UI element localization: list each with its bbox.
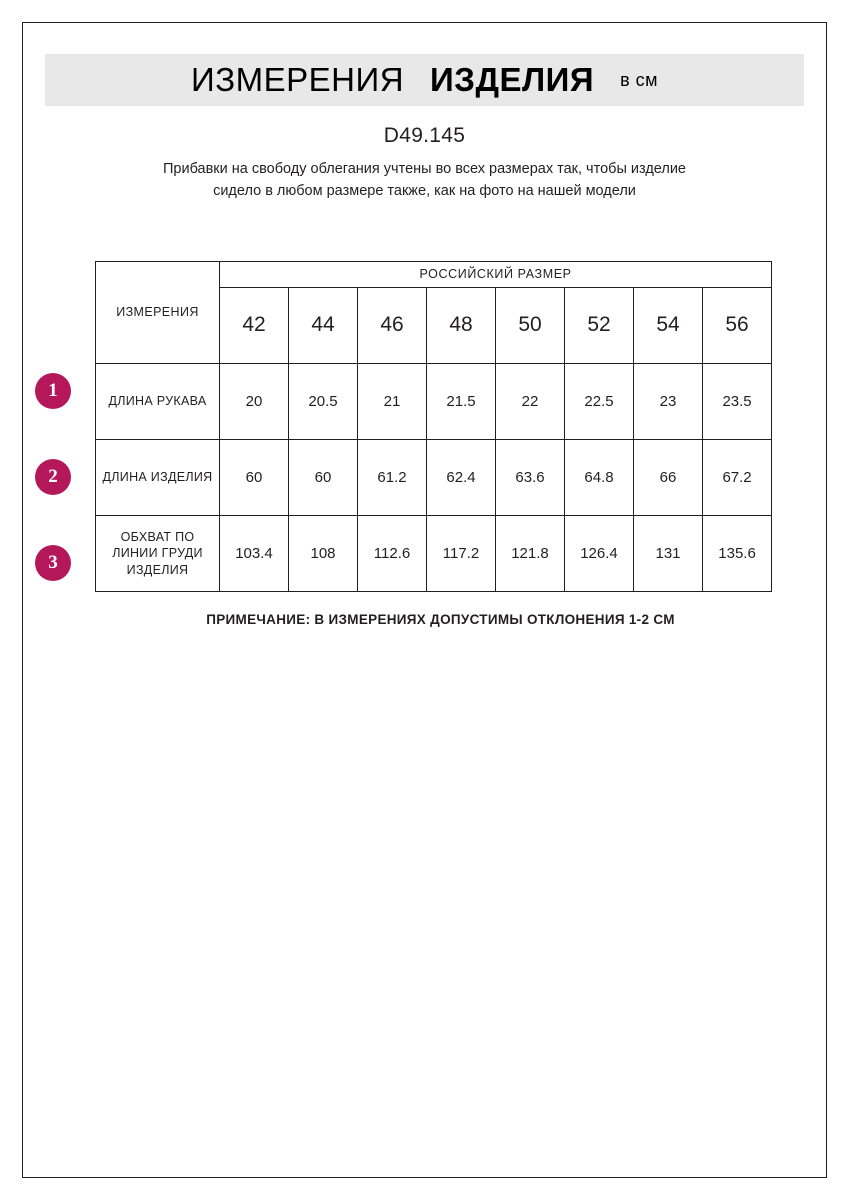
cell-length-50: 63.6 — [496, 439, 565, 515]
document-content — [23, 23, 826, 627]
size-header-54: 54 — [634, 287, 703, 363]
cell-chest-44: 108 — [289, 515, 358, 591]
step-badge-1: 1 — [35, 373, 71, 409]
measurements-header-cell: ИЗМЕРЕНИЯ — [96, 261, 220, 363]
cell-chest-42: 103.4 — [220, 515, 289, 591]
size-header-42: 42 — [220, 287, 289, 363]
page-frame — [22, 22, 827, 1178]
cell-length-46: 61.2 — [358, 439, 427, 515]
step-badge-3: 3 — [35, 545, 71, 581]
cell-sleeve-48: 21.5 — [427, 363, 496, 439]
row-label-product-length: ДЛИНА ИЗДЕЛИЯ — [96, 439, 220, 515]
row-label-chest-girth: ОБХВАТ ПО ЛИНИИ ГРУДИ ИЗДЕЛИЯ — [96, 515, 220, 591]
table-row — [96, 515, 772, 591]
row-label-sleeve-length: ДЛИНА РУКАВА — [96, 363, 220, 439]
size-header-50: 50 — [496, 287, 565, 363]
size-header-46: 46 — [358, 287, 427, 363]
note-text: ПРИМЕЧАНИЕ: В ИЗМЕРЕНИЯХ ДОПУСТИМЫ ОТКЛОНЕНИЯ 1-2 СМ — [206, 611, 675, 627]
size-header-52: 52 — [565, 287, 634, 363]
cell-chest-52: 126.4 — [565, 515, 634, 591]
header-title-product: ИЗДЕЛИЯ — [430, 61, 595, 98]
size-table-wrapper — [23, 261, 826, 627]
cell-sleeve-46: 21 — [358, 363, 427, 439]
cell-length-48: 62.4 — [427, 439, 496, 515]
cell-chest-50: 121.8 — [496, 515, 565, 591]
header-title-measurements: ИЗМЕРЕНИЯ — [190, 61, 405, 98]
size-table — [95, 261, 772, 592]
cell-sleeve-42: 20 — [220, 363, 289, 439]
cell-sleeve-56: 23.5 — [703, 363, 772, 439]
cell-length-56: 67.2 — [703, 439, 772, 515]
cell-length-44: 60 — [289, 439, 358, 515]
cell-length-52: 64.8 — [565, 439, 634, 515]
step-badge-2: 2 — [35, 459, 71, 495]
cell-sleeve-44: 20.5 — [289, 363, 358, 439]
cell-length-54: 66 — [634, 439, 703, 515]
cell-sleeve-54: 23 — [634, 363, 703, 439]
article-code: D49.145 — [383, 124, 466, 147]
russian-size-header-cell: РОССИЙСКИЙ РАЗМЕР — [220, 261, 772, 287]
cell-chest-46: 112.6 — [358, 515, 427, 591]
size-header-44: 44 — [289, 287, 358, 363]
cell-length-42: 60 — [220, 439, 289, 515]
header-band — [45, 54, 804, 106]
cell-chest-48: 117.2 — [427, 515, 496, 591]
header-units-label: в см — [620, 69, 659, 90]
table-row — [96, 439, 772, 515]
size-header-56: 56 — [703, 287, 772, 363]
cell-chest-56: 135.6 — [703, 515, 772, 591]
cell-sleeve-52: 22.5 — [565, 363, 634, 439]
size-header-48: 48 — [427, 287, 496, 363]
table-row — [96, 363, 772, 439]
intro-text: Прибавки на свободу облегания учтены во всех размерах так, чтобы изделие сидело в любом размере также, как на фото на нашей модели — [162, 161, 686, 200]
cell-sleeve-50: 22 — [496, 363, 565, 439]
cell-chest-54: 131 — [634, 515, 703, 591]
table-row-group-header — [96, 261, 772, 287]
